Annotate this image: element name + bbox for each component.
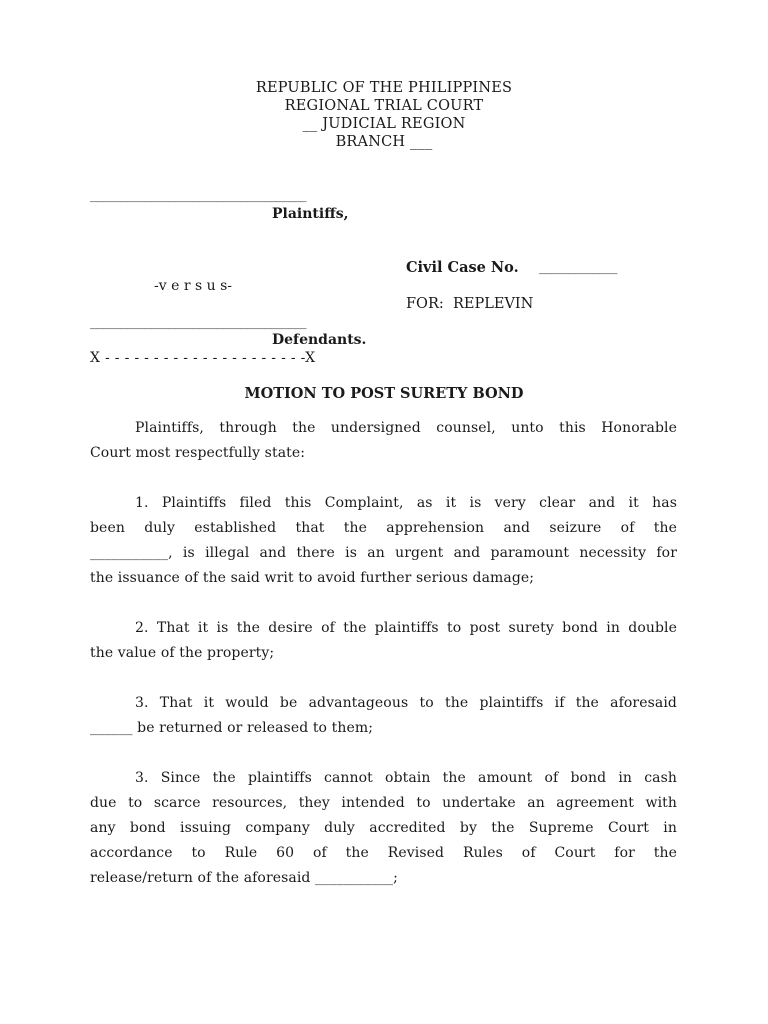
paragraph-2-line-1: 2. That it is the desire of the plaintiffs to post surety bond in double [135,620,677,636]
intro-line-1: Plaintiffs, through the undersigned counsel, unto this Honorable [135,420,677,436]
paragraph-1-line-3: ___________, is illegal and there is an urgent and paramount necessity for [90,545,677,561]
paragraph-4-line-1: 3. Since the plaintiffs cannot obtain the amount of bond in cash [135,770,677,786]
defendants-name-blank: ____________________________________ [90,315,306,330]
paragraph-3 [90,691,677,741]
document-title: MOTION TO POST SURETY BOND [244,385,524,402]
caption-separator: X - - - - - - - - - - - - - - - - - - - - -X [90,350,316,366]
header-region: __ JUDICIAL REGION [302,116,466,132]
nature-of-action: FOR: REPLEVIN [406,296,534,312]
paragraph-1-line-2: been duly established that the apprehension and seizure of the [90,520,677,536]
paragraph-1-line-1: 1. Plaintiffs filed this Complaint, as it is very clear and it has [135,495,677,511]
header-republic: REPUBLIC OF THE PHILIPPINES [255,80,513,96]
paragraph-4 [90,766,677,891]
versus-label: -v e r s u s- [154,278,232,294]
civil-case-number-blank: _____________ [539,260,617,275]
header-branch: BRANCH ___ [335,134,433,150]
paragraph-1 [90,491,677,591]
paragraph-4-line-2: due to scarce resources, they intended to undertake an agreement with [90,795,677,811]
paragraph-4-line-4: accordance to Rule 60 of the Revised Rules of Court for the [90,845,677,861]
intro-line-2: Court most respectfully state: [90,445,306,461]
defendants-label: Defendants. [272,332,367,348]
paragraph-4-line-3: any bond issuing company duly accredited by the Supreme Court in [90,820,677,836]
paragraph-1-line-4: the issuance of the said writ to avoid further serious damage; [90,570,535,586]
civil-case-label: Civil Case No. [406,259,519,276]
plaintiffs-label: Plaintiffs, [272,206,349,222]
paragraph-3-line-1: 3. That it would be advantageous to the plaintiffs if the aforesaid [135,695,677,711]
paragraph-4-line-5: release/return of the aforesaid ___________; [90,870,398,886]
plaintiffs-name-blank: ____________________________________ [90,188,306,203]
paragraph-3-line-2: ______ be returned or released to them; [90,720,374,736]
intro-paragraph [90,416,677,466]
paragraph-2-line-2: the value of the property; [90,645,275,661]
header-court: REGIONAL TRIAL COURT [284,98,484,114]
paragraph-2 [90,616,677,666]
